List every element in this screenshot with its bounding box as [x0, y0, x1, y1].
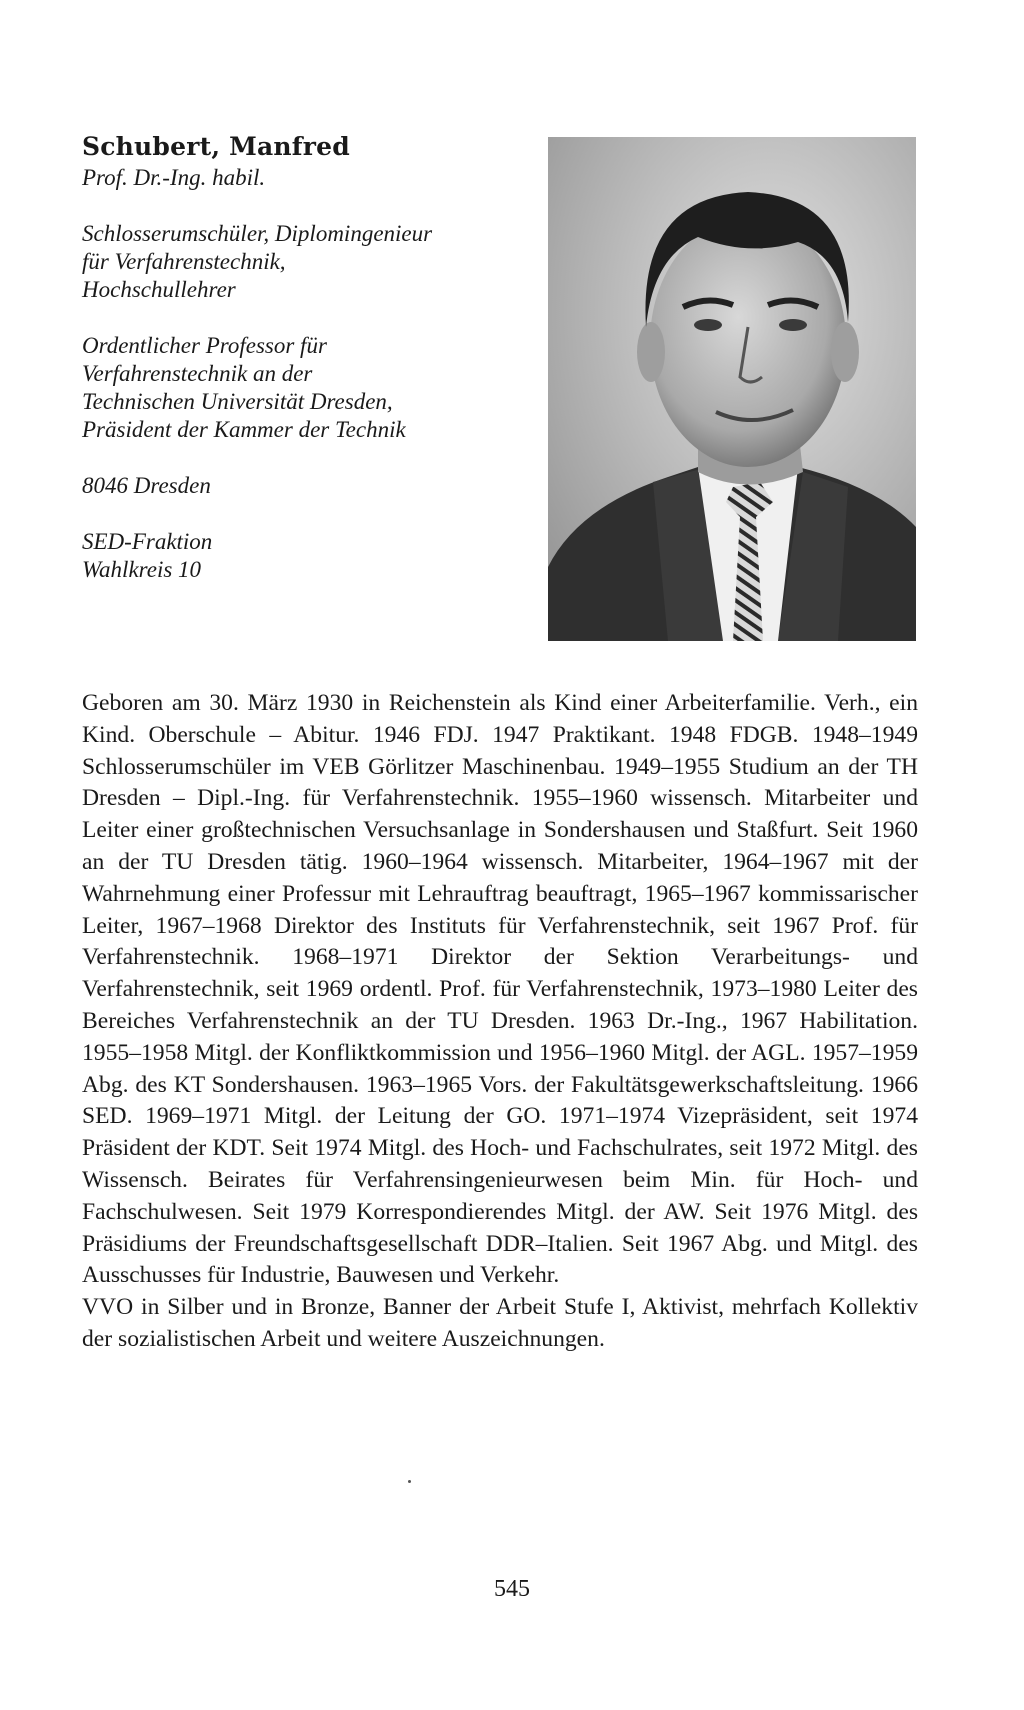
entry-position [82, 332, 542, 444]
position-line: Präsident der Kammer der Technik [82, 417, 406, 442]
page-number: 545 [494, 1576, 530, 1602]
position-line: Verfahrenstechnik an der [82, 361, 313, 386]
position-line: Technischen Universität Dresden, [82, 389, 393, 414]
address-line: 8046 Dresden [82, 473, 211, 498]
biography-paragraph: Geboren am 30. März 1930 in Reichenstein als Kind einer Arbeiterfamilie. Verh., ein Kind. Oberschule – Abitur. 1946 FDJ. 1947 Praktikant. 1948 FDGB. 1948–1949 Schlosserumschüler im VEB Görlitzer Maschinenbau. 1949–1955 Studium an der TH Dresden – Dipl.-Ing. für Verfahrenstechnik. 1955–1960 wissensch. Mitarbeiter und Leiter einer großtechnischen Versuchsanlage in Sondershausen und Staßfurt. Seit 1960 an der TU Dresden tätig. 1960–1964 wissensch. Mitarbeiter, 1964–1967 mit der Wahrnehmung einer Professur mit Lehrauftrag beauftragt, 1965–1967 kommissarischer Leiter, 1967–1968 Direktor des Instituts für Verfahrenstechnik, seit 1967 Prof. für Verfahrenstechnik. 1968–1971 Direktor der Sektion Verarbeitungs- und Verfahrenstechnik, seit 1969 ordentl. Prof. für Verfahrenstechnik, 1973–1980 Leiter des Bereiches Verfahrenstechnik an der TU Dresden. 1963 Dr.-Ing., 1967 Habilitation. 1955–1958 Mitgl. der Konfliktkommission und 1956–1960 Mitgl. der AGL. 1957–1959 Abg. des KT Sondershausen. 1963–1965 Vors. der Fakultätsgewerkschaftsleitung. 1966 SED. 1969–1971 Mitgl. der Leitung der GO. 1971–1974 Vizepräsident, seit 1974 Präsident der KDT. Seit 1974 Mitgl. des Hoch- und Fachschulrates, seit 1972 Mitgl. des Wissensch. Beirates für Verfahrensingenieurwesen beim Min. für Hoch- und Fachschulwesen. Seit 1979 Korrespondierendes Mitgl. der AW. Seit 1976 Mitgl. des Präsidiums der Freundschaftsgesellschaft DDR–Italien. Seit 1967 Abg. und Mitgl. des Ausschusses für Industrie, Bauwesen und Verkehr. [82, 690, 918, 1289]
entry-address [82, 472, 542, 500]
occupation-line: Hochschullehrer [82, 277, 236, 302]
portrait-illustration [548, 137, 916, 641]
occupation-line: für Verfahrenstechnik, [82, 249, 286, 274]
awards-paragraph: VVO in Silber und in Bronze, Banner der Arbeit Stufe I, Aktivist, mehrfach Kollektiv der sozialistischen Arbeit und weitere Auszeichnungen. [82, 1294, 918, 1352]
faction-line: SED-Fraktion [82, 529, 213, 554]
entry-details [82, 164, 542, 584]
entry-occupation [82, 220, 542, 304]
page-mark [408, 1480, 411, 1483]
entry-faction-block [82, 528, 542, 584]
portrait-photo [548, 137, 916, 641]
occupation-line: Schlosserumschüler, Diplomingenieur [82, 221, 433, 246]
entry-academic-title [82, 164, 542, 192]
constituency-line: Wahlkreis 10 [82, 557, 202, 582]
entry-name: Schubert, Manfred [82, 132, 350, 161]
position-line: Ordentlicher Professor für [82, 333, 327, 358]
biography [82, 688, 918, 1356]
academic-title: Prof. Dr.-Ing. habil. [82, 165, 266, 190]
